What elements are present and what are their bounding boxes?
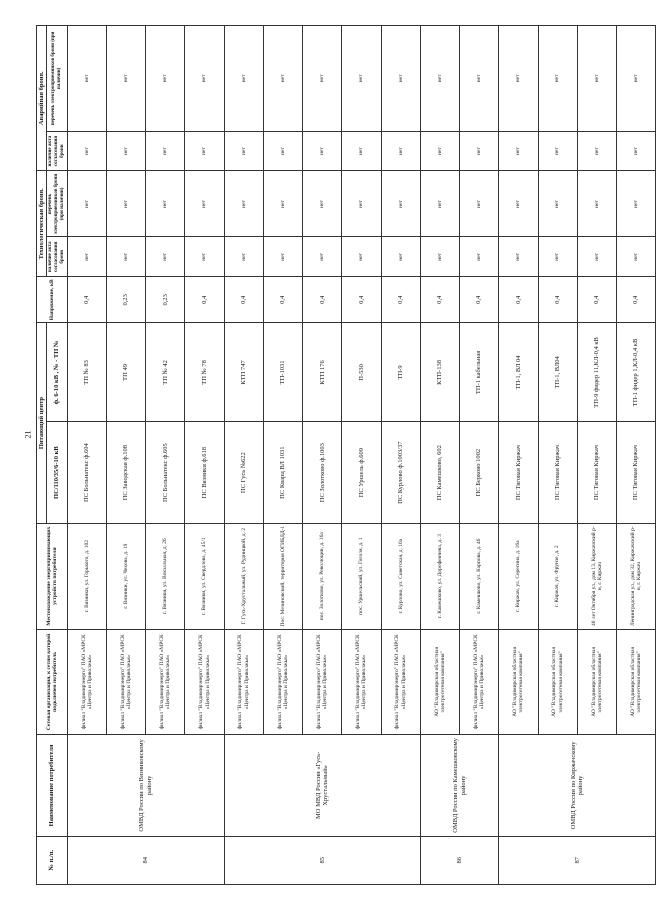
row-tech-receivers: нет [381,171,420,237]
row-location: пос. Золотково, ул. Революции, д. 16а [303,523,342,629]
row-emerg-act: нет [106,131,145,171]
row-voltage: 0,4 [460,277,499,323]
row-voltage: 0,4 [577,277,616,323]
row-org: филиал "Владимирэнерго" ПАО «МРСК «Центра и Приволжья» [263,629,302,735]
table-body [67,26,656,885]
row-tech-receivers: нет [263,171,302,237]
row-num: 87 [499,836,656,884]
row-tech-act: нет [499,237,538,277]
header-grid-org: Сетевая организация, к сетям которой подключен потребитель [37,629,68,735]
row-tech-act: нет [106,237,145,277]
header-voltage: Напряжение, кВ [37,277,68,323]
row-consumer: ОМВД России по Камешковскому району [420,735,498,836]
header-supply-center: Питающий центр [37,323,47,523]
row-org: АО "Владимирская областная электросетевая компания" [577,629,616,735]
row-num: 85 [224,836,420,884]
row-emerg-receivers: нет [420,26,459,132]
row-tech-receivers: нет [342,171,381,237]
row-emerg-receivers: нет [381,26,420,132]
row-voltage: 0,4 [263,277,302,323]
row-org: АО "Владимирская областная электросетевая компания" [617,629,656,735]
row-emerg-receivers: нет [342,26,381,132]
row-emerg-act: нет [499,131,538,171]
row-voltage: 0,4 [538,277,577,323]
row-tech-act: нет [263,237,302,277]
row-location: 40 лет Октября ул., дом 13, Киржачский р-н, г. Киржач [577,523,616,629]
row-emerg-receivers: нет [106,26,145,132]
row-emerg-receivers: нет [303,26,342,132]
header-tech-reserve: Технологическая броня. [37,171,47,277]
row-emerg-receivers: нет [146,26,185,132]
header-emerg-reserve: Аварийная броня. [37,26,47,171]
row-tech-act: нет [303,237,342,277]
row-tp: ТП-1, ВЛ04 [538,323,577,422]
row-emerg-receivers: нет [460,26,499,132]
row-tech-act: нет [67,237,106,277]
row-ps: ПС Берково 1002 [460,422,499,523]
row-tp: П-530 [342,323,381,422]
row-emerg-receivers: нет [263,26,302,132]
row-num: 84 [67,836,224,884]
row-ps: ПС Тяговая Киржач [499,422,538,523]
row-emerg-act: нет [224,131,263,171]
row-org: филиал "Владимирэнерго" ПАО «МРСК «Центра и Приволжья» [460,629,499,735]
row-ps: ПС Тяговая Киржач [577,422,616,523]
row-emerg-act: нет [460,131,499,171]
page-number: 21 [23,430,33,439]
row-location: пос. Уршельский, ул. Гоголя, д. 1 [342,523,381,629]
row-tech-act: нет [224,237,263,277]
row-voltage: 0,4 [617,277,656,323]
row-emerg-act: нет [67,131,106,171]
row-tech-receivers: нет [146,171,185,237]
row-tech-receivers: нет [224,171,263,237]
row-tech-receivers: нет [67,171,106,237]
row-emerg-act: нет [420,131,459,171]
row-voltage: 0,4 [381,277,420,323]
header-num: № п./п. [37,836,68,884]
row-org: филиал "Владимирэнерго" ПАО «МРСК «Центра и Приволжья» [185,629,224,735]
row-tech-act: нет [381,237,420,277]
row-ps: ПС Тяговая Киржач [538,422,577,523]
row-ps: ПС Кварц ВЛ 1031 [263,422,302,523]
row-ps: ПС Камешково, 602 [420,422,459,523]
row-voltage: 0,23 [146,277,185,323]
row-location: г. Курлово, ул. Советская, д. 10а [381,523,420,629]
row-emerg-act: нет [342,131,381,171]
row-org: АО "Владимирская областная электросетевая компания" [499,629,538,735]
row-ps: ПС Заводская ф.108 [106,422,145,523]
row-location: г. Вязники, ул. Горького, д. 102 [67,523,106,629]
row-voltage: 0,23 [106,277,145,323]
row-tp: КТП 176 [303,323,342,422]
table-row [499,26,538,885]
row-emerg-receivers: нет [577,26,616,132]
row-org: филиал "Владимирэнерго" ПАО «МРСК «Центра и Приволжья» [342,629,381,735]
row-consumer: ОМВД России по Вязниковскому району [67,735,224,836]
header-location: Местонахождение энергопринимающих устройств потребителя [37,523,68,629]
row-org: АО "Владимирская областная электросетевая компания" [538,629,577,735]
row-emerg-act: нет [303,131,342,171]
row-emerg-act: нет [146,131,185,171]
row-tech-receivers: нет [577,171,616,237]
table-row [420,26,459,885]
row-location: г. Киржач, ул. Фрунзе, д. 2 [538,523,577,629]
header-emerg-act: наличие акта согласования брони [47,131,67,171]
row-emerg-act: нет [263,131,302,171]
header-emerg-receivers: перечень электроприемников брони (при наличии) [47,26,67,132]
row-org: филиал "Владимирэнерго" ПАО «МРСК «Центра и Приволжья» [67,629,106,735]
row-emerg-receivers: нет [67,26,106,132]
row-tp: ТП-1 фидер 1,КЛ-0,4 кВ [617,323,656,422]
row-tp: ТП-1 кабельная [460,323,499,422]
row-tp: КТП 747 [224,323,263,422]
row-org: филиал "Владимирэнерго" ПАО «МРСК «Центра и Приволжья» [303,629,342,735]
row-location: Ленинградская ул., дом 32, Киржачский р-н, г. Киржач [617,523,656,629]
row-tech-receivers: нет [499,171,538,237]
row-tech-act: нет [342,237,381,277]
row-tech-receivers: нет [420,171,459,237]
row-tp: ТП № 42 [146,323,185,422]
row-voltage: 0,4 [67,277,106,323]
header-tech-receivers: перечень электроприемников брони (при наличии) [47,171,67,237]
row-location: г. Вязники, ул. Свердлова, д. 45/1 [185,523,224,629]
row-org: АО "Владимирская областная электросетевая компания" [420,629,459,735]
row-emerg-receivers: нет [617,26,656,132]
row-location: г. Камешково, ул. Дорофеичева, д. 3 [420,523,459,629]
row-tp: ТП-1031 [263,323,302,422]
row-location: г. Киржач, ул. Серегина, д. 16а [499,523,538,629]
row-tp: ТП-1, ВЛ 04 [499,323,538,422]
row-location: г. Вязники, ул. Вокзальная, д. 26 [146,523,185,629]
row-location: Пос. Мезиновский, территория ОГИБДД-1 [263,523,302,629]
row-voltage: 0,4 [224,277,263,323]
row-tp: ТП-9 [381,323,420,422]
row-location: Г. Гусь-Хрустальный, ул. Рудницкой, д. 2 [224,523,263,629]
row-tech-act: нет [577,237,616,277]
table-row [224,26,263,885]
header-sc-ps: ПС/110/35/6-10 кВ [47,422,67,523]
row-tp: ТП № 78 [185,323,224,422]
row-ps: ПС Гусь №622 [224,422,263,523]
row-ps: ПС Уршель ф.609 [342,422,381,523]
row-tech-act: нет [420,237,459,277]
row-tp: ТП 49 [106,323,145,422]
row-tech-act: нет [185,237,224,277]
row-tech-act: нет [460,237,499,277]
row-org: филиал "Владимирэнерго" ПАО «МРСК «Центра и Приволжья» [146,629,185,735]
row-ps: ПС Больнатекс ф.604 [67,422,106,523]
row-tech-receivers: нет [538,171,577,237]
row-voltage: 0,4 [420,277,459,323]
row-tech-act: нет [538,237,577,277]
row-ps: ПС Золотково ф.1003 [303,422,342,523]
row-voltage: 0,4 [499,277,538,323]
row-ps: ПС Больнатекс ф.605 [146,422,185,523]
row-tech-receivers: нет [185,171,224,237]
row-emerg-act: нет [617,131,656,171]
row-tech-receivers: нет [106,171,145,237]
row-voltage: 0,4 [185,277,224,323]
row-emerg-act: нет [577,131,616,171]
row-voltage: 0,4 [342,277,381,323]
row-emerg-act: нет [538,131,577,171]
row-tech-receivers: нет [617,171,656,237]
rotated-page [36,25,643,885]
row-num: 86 [420,836,498,884]
table-header [37,26,68,885]
row-location: г. Вязники, ул. Чехова, д. 19 [106,523,145,629]
row-emerg-receivers: нет [538,26,577,132]
header-tech-act: наличие акта согласования брони [47,237,67,277]
row-emerg-receivers: нет [224,26,263,132]
row-ps: ПС Тяговая Киржач [617,422,656,523]
row-tp: ТП-9 фидер 11,КЛ-0,4 кВ [577,323,616,422]
row-ps: ПС Курлово ф.1003/37 [381,422,420,523]
row-org: филиал "Владимирэнерго" ПАО «МРСК «Центра и Приволжья» [381,629,420,735]
row-org: филиал "Владимирэнерго" ПАО «МРСК «Центра и Приволжья» [224,629,263,735]
row-emerg-receivers: нет [185,26,224,132]
row-tech-act: нет [617,237,656,277]
row-emerg-act: нет [185,131,224,171]
row-emerg-act: нет [381,131,420,171]
row-tp: ТП № 83 [67,323,106,422]
reserve-table [36,25,656,885]
row-tech-receivers: нет [460,171,499,237]
row-ps: ПС Вязники ф.618 [185,422,224,523]
row-voltage: 0,4 [303,277,342,323]
row-emerg-receivers: нет [499,26,538,132]
header-consumer: Наименование потребителя [37,735,68,836]
row-tech-receivers: нет [303,171,342,237]
row-consumer: МО МВД России «Гусь-Хрустальный» [224,735,420,836]
row-tech-act: нет [146,237,185,277]
table-row [67,26,106,885]
row-location: г. Камешково, ул. Карпова, д. 46 [460,523,499,629]
row-tp: КТП-138 [420,323,459,422]
row-consumer: ОМВД России по Киржачскому району [499,735,656,836]
row-org: филиал "Владимирэнерго" ПАО «МРСК «Центра и Приволжья» [106,629,145,735]
header-sc-feeder: ф. 6-10 кВ , № - ТП № [47,323,67,422]
